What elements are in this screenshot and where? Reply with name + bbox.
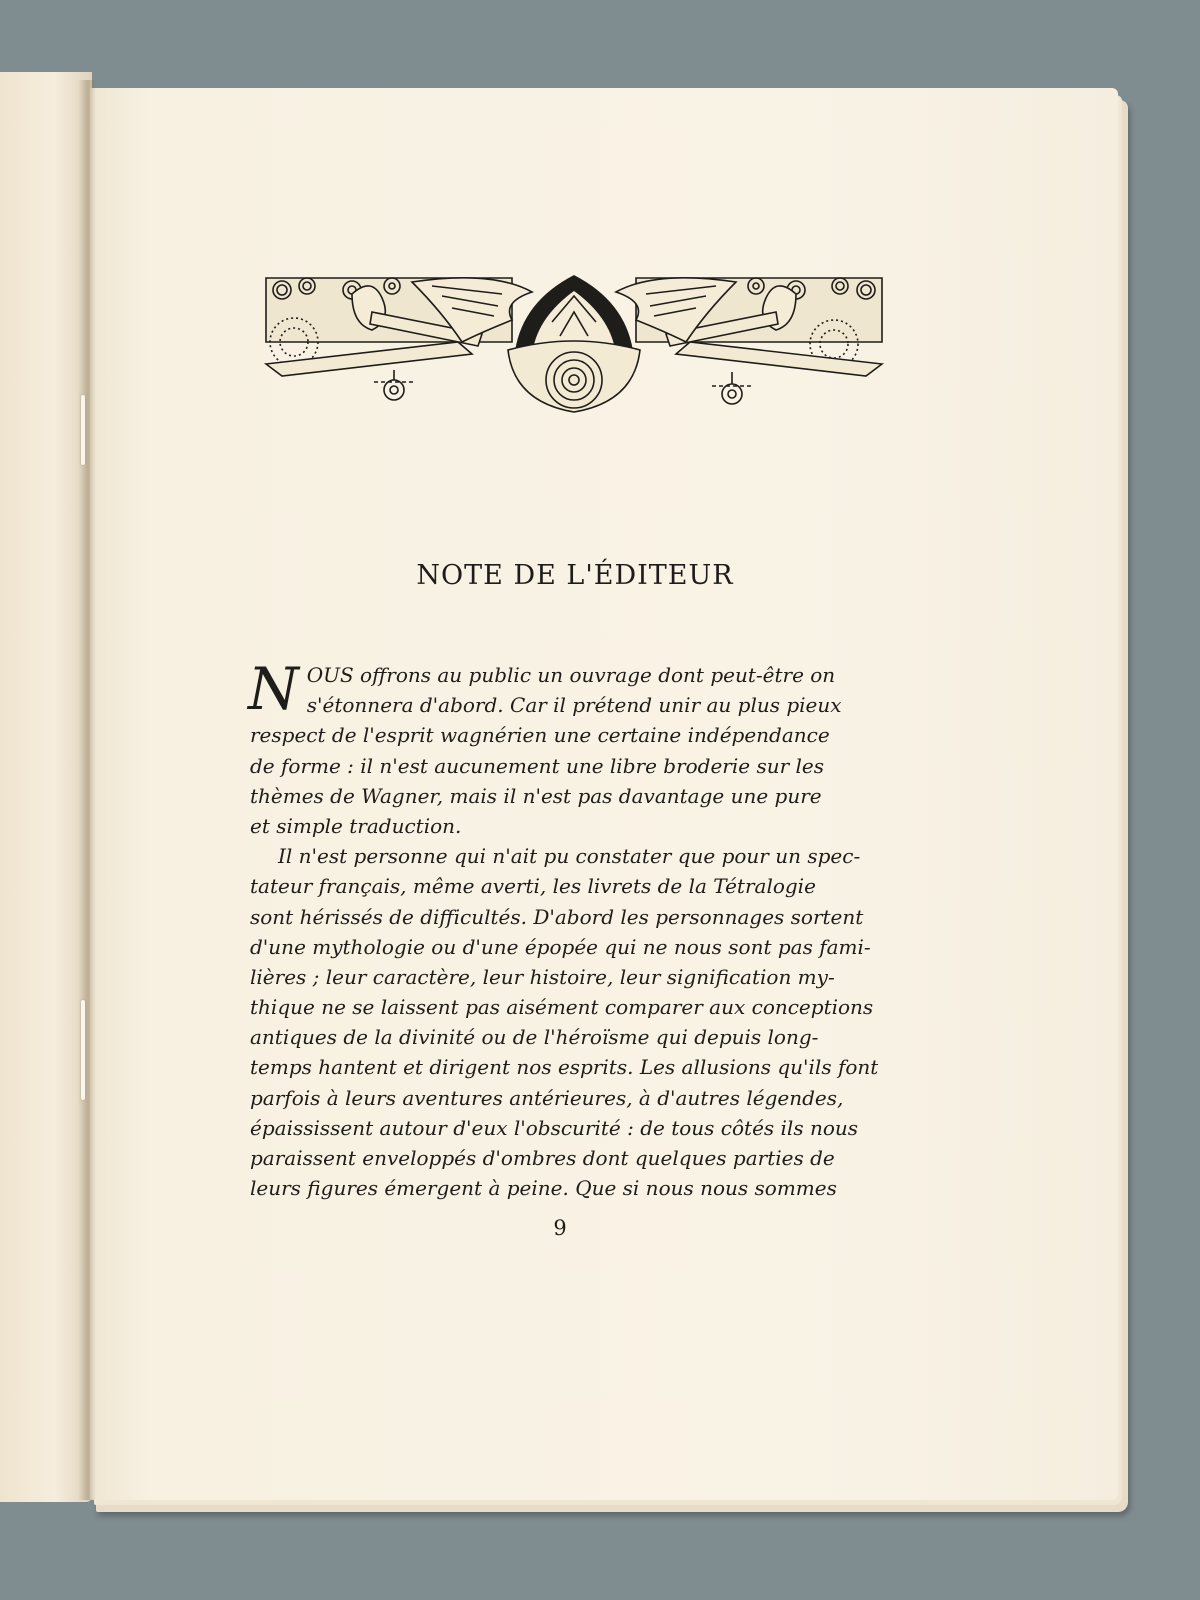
- text-line: respect de l'esprit wagnérien une certaine indépendance: [250, 723, 830, 748]
- text-line: d'une mythologie ou d'une épopée qui ne nous sont pas fami-: [250, 934, 871, 959]
- text-line: et simple traduction.: [250, 813, 462, 838]
- drop-cap: N: [248, 655, 299, 723]
- text-line: épaississent autour d'eux l'obscurité : de tous côtés ils nous: [250, 1115, 859, 1140]
- text-line: leurs figures émergent à peine. Que si nous nous sommes: [250, 1176, 837, 1201]
- page-title: NOTE DE L'ÉDITEUR: [416, 560, 734, 591]
- text-line: sont hérissés de difficultés. D'abord les personnages sortent: [250, 904, 864, 929]
- text-line: antiques de la divinité ou de l'héroïsme qui depuis long-: [250, 1025, 819, 1050]
- body-text: [248, 655, 878, 1203]
- text-line: temps hantent et dirigent nos esprits. Les allusions qu'ils font: [250, 1055, 878, 1080]
- text-line: thique ne se laissent pas aisément comparer aux conceptions: [250, 995, 874, 1020]
- text-line: paraissent enveloppés d'ombres dont quelques parties de: [250, 1146, 835, 1170]
- text-line: Il n'est personne qui n'ait pu constater que pour un spec-: [278, 844, 861, 869]
- text-line: de forme : il n'est aucunement une libre broderie sur les: [250, 753, 825, 778]
- binding-stitch: [81, 1000, 85, 1100]
- text-line: thèmes de Wagner, mais il n'est pas davantage une pure: [250, 783, 822, 808]
- page-number: 9: [553, 1216, 567, 1240]
- ornamental-headpiece-icon: [262, 272, 886, 432]
- text-line: tateur français, même averti, les livrets de la Tétralogie: [250, 874, 816, 899]
- text-line: s'étonnera d'abord. Car il prétend unir au plus pieux: [306, 693, 842, 718]
- text-line: parfois à leurs aventures antérieures, à d'autres légendes,: [250, 1085, 844, 1110]
- binding-stitch: [81, 395, 85, 465]
- book-gutter: [78, 80, 96, 1500]
- text-line: OUS offrons au public un ouvrage dont peut-être on: [306, 663, 836, 687]
- text-line: lières ; leur caractère, leur histoire, leur signification my-: [250, 964, 835, 989]
